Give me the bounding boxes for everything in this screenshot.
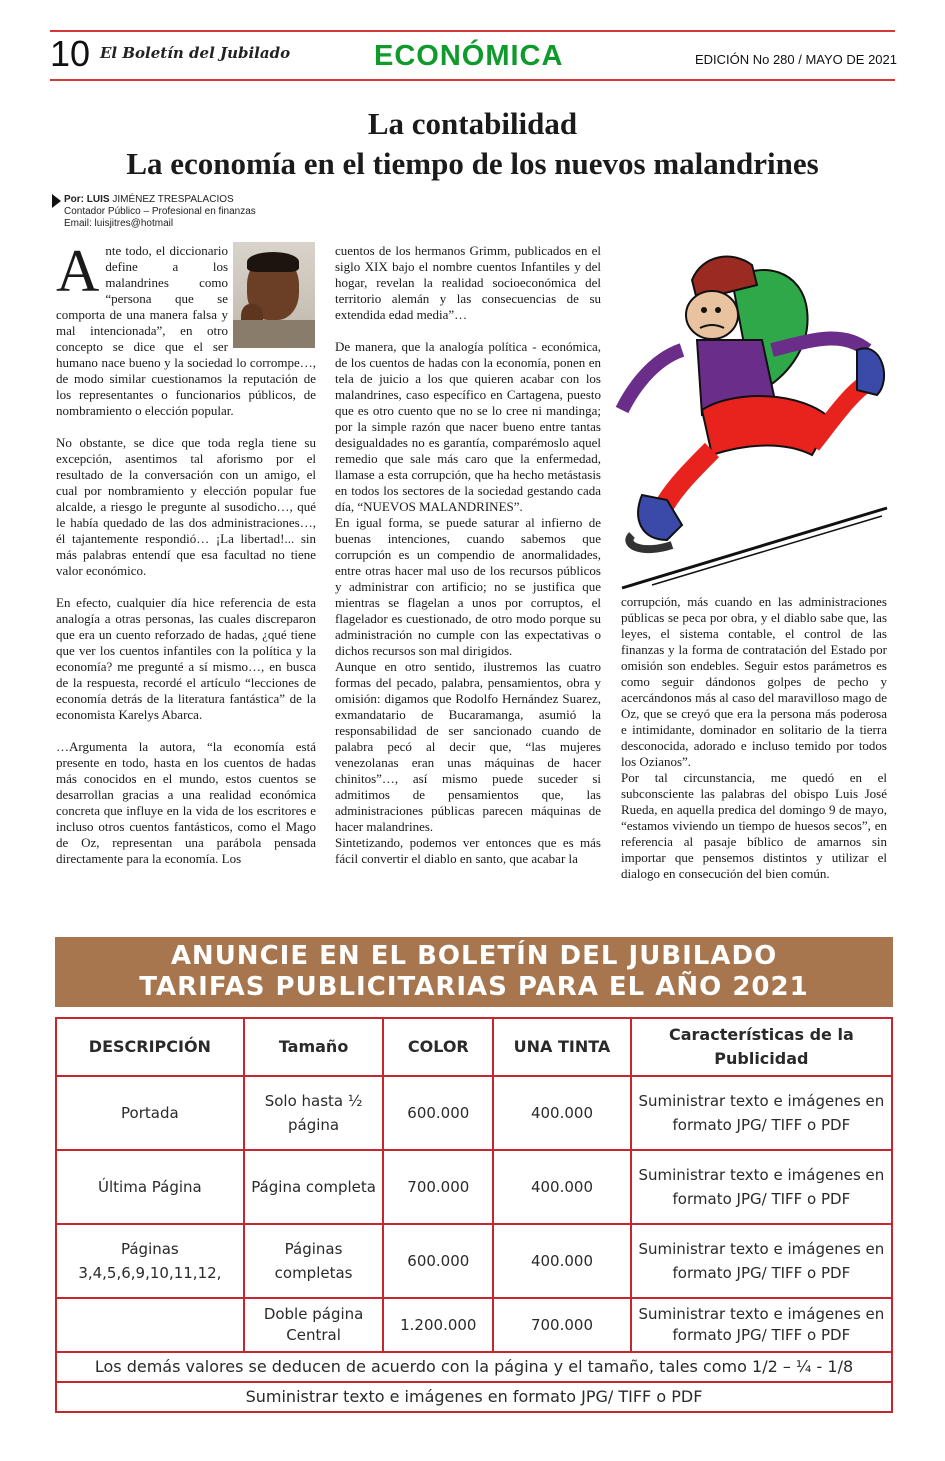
byline-author: JIMÉNEZ TRESPALACIOS xyxy=(109,194,234,205)
ad-banner-line-2: TARIFAS PUBLICITARIAS PARA EL AÑO 2021 xyxy=(139,972,809,1002)
cell-features: Suministrar texto e imágenes en formato JPG/ TIFF o PDF xyxy=(631,1298,892,1352)
ad-rates-table xyxy=(55,1017,893,1413)
publication-name: El Boletín del Jubilado xyxy=(100,44,291,62)
column-header: Características de la Publicidad xyxy=(631,1018,892,1076)
cell-size: Páginas completas xyxy=(244,1224,384,1298)
paragraph: No obstante, se dice que toda regla tiene su excepción, asentimos tal aforismo por el resultado de la conversación con un amigo, el cual por nombramiento y elección popular fue alcalde, a riesgo le pregunte al susodicho…, qué le había quedado de las dos administraciones…, él tajantemente respondió… ¡La libertad!... sin más palabras entendí que esa facultad no tiene valor económico. xyxy=(56,435,316,578)
article-column-3 xyxy=(621,594,887,882)
table-row xyxy=(56,1150,892,1224)
drop-cap: A xyxy=(56,238,100,304)
paragraph: En efecto, cualquier día hice referencia de esta analogía a otras personas, las cuales discreparon que era un cuento reforzado de hadas, ¿qué tiene que ver los cuentos infantiles con la política y la economía? me pregunté a sí mismo…, en busca de la respuesta, recordé el artículo “lecciones de economía detrás de la literatura fantástica” de la economista Karelys Abarca. xyxy=(56,595,316,722)
byline-email: Email: luisjitres@hotmail xyxy=(64,218,174,229)
cell-color-price: 1.200.000 xyxy=(383,1298,493,1352)
cell-color-price: 700.000 xyxy=(383,1150,493,1224)
ad-banner-line-1: ANUNCIE EN EL BOLETÍN DEL JUBILADO xyxy=(170,941,778,971)
paragraph: En igual forma, se puede saturar al infierno de buenas intenciones, cuando sabemos que corrupción es un compendio de anormalidades, entre otras hacer mal uso de los recursos públicos y administrar con artificio; no se justifica que mientras se flagelan a unos por corruptos, el flagelador es cuestionado, de otro modo porque su administración no cumple con las expectativas o dichos recursos son mal dirigidos. xyxy=(335,515,601,658)
cell-one-ink-price: 400.000 xyxy=(493,1076,631,1150)
byline-arrow-icon xyxy=(52,194,61,208)
cell-one-ink-price: 400.000 xyxy=(493,1224,631,1298)
article-column-1 xyxy=(56,238,316,867)
cell-size: Doble página Central xyxy=(244,1298,384,1352)
cell-size: Página completa xyxy=(244,1150,384,1224)
byline xyxy=(52,194,256,230)
malandrin-cartoon-illustration xyxy=(612,240,892,590)
table-note-row xyxy=(56,1382,892,1412)
table-row xyxy=(56,1224,892,1298)
paragraph: Aunque en otro sentido, ilustremos las cuatro formas del pecado, palabra, pensamientos, obra y omisión: digamos que Rodolfo Hernández Suarez, exmandatario de Bucaramanga, asumió la responsabilidad de ser sancionado cuando de palabra pecó al decir que, “las mujeres venezolanas eran unas máquinas de hacer chinitos”…, así mismo puede suceder si admitimos de pensamientos que, las administraciones públicas parecen máquinas de hacer malandrines. xyxy=(335,659,601,834)
cell-description xyxy=(56,1298,244,1352)
cell-one-ink-price: 700.000 xyxy=(493,1298,631,1352)
column-header: DESCRIPCIÓN xyxy=(56,1018,244,1076)
paragraph: corrupción, más cuando en las administraciones públicas se peca por obra, y el diablo sabe que, las leyes, el sistema contable, el control de las finanzas y la forma de contratación del Estado por omisión son endebles. Seguir estos parámetros es como seguir dándonos golpes de pecho y acercándonos más al caso del maravilloso mago de Oz, que se creyó que era la persona más poderosa e intimidante, dominador en solitario de la tierra desconocida, adorado e incluso temido por todos los Ozianos”. xyxy=(621,594,887,769)
article-kicker: La contabilidad xyxy=(367,106,578,141)
ad-banner xyxy=(55,937,893,1007)
cell-description: Última Página xyxy=(56,1150,244,1224)
cell-description: Portada xyxy=(56,1076,244,1150)
table-note-row xyxy=(56,1352,892,1382)
header-rule xyxy=(50,79,895,81)
top-rule xyxy=(50,30,895,32)
cell-description: Páginas 3,4,5,6,9,10,11,12, xyxy=(56,1224,244,1298)
paragraph: nte todo, el diccionario define a los malandrines como “persona que se comporta de una manera falsa y mal intencionada”, en otro concepto se dice que el ser humano nace bueno y la sociedad lo corrompe…, de modo similar cuestionamos la reputación de los representantes o funcionarios públicos, de nombramiento o elección popular. xyxy=(56,243,316,418)
column-header: UNA TINTA xyxy=(493,1018,631,1076)
cell-color-price: 600.000 xyxy=(383,1224,493,1298)
byline-prefix: Por: LUIS xyxy=(64,194,110,205)
article-title: La economía en el tiempo de los nuevos malandrines xyxy=(126,146,819,181)
cell-features: Suministrar texto e imágenes en formato JPG/ TIFF o PDF xyxy=(631,1224,892,1298)
cell-size: Solo hasta ½ página xyxy=(244,1076,384,1150)
edition-label: EDICIÓN No 280 / MAYO DE 2021 xyxy=(694,52,897,67)
paragraph: De manera, que la analogía política - económica, de los cuentos de hadas con la economía, ponen en tela de juicio a los que quieren acabar con los malandrines, caso específico en Cartagena, puesto que es otro cuento que no se lo cree ni mandinga; por la simple razón que nacer bueno entre tantas desigualdades no es garantía, comparémoslo aquel remedio que sale más caro que la enfermedad, llamase a esta corrupción, que ha hecho metástasis en todos los sectores de la sociedad gestando cada día, “NUEVOS MALANDRINES”. xyxy=(335,339,601,514)
column-header: Tamaño xyxy=(244,1018,384,1076)
table-row xyxy=(56,1298,892,1352)
column-header: COLOR xyxy=(383,1018,493,1076)
paragraph: Sintetizando, podemos ver entonces que es más fácil convertir el diablo en santo, que acabar la xyxy=(335,835,601,866)
table-row xyxy=(56,1076,892,1150)
table-header-row xyxy=(56,1018,892,1076)
paragraph: cuentos de los hermanos Grimm, publicados en el siglo XIX bajo el nombre cuentos Infantiles y del hogar, revelan la realidad socioeconómica del territorio alemán y las consecuencias de su extendida edad media”… xyxy=(335,243,601,322)
pricing-note: Los demás valores se deducen de acuerdo con la página y el tamaño, tales como 1/2 – ¼ - 1/8 xyxy=(56,1352,892,1382)
paragraph: Por tal circunstancia, me quedó en el subconsciente las palabras del obispo Luis José Rueda, en aquella predica del domingo 9 de mayo, “estamos viviendo un tiempo de huesos secos”, en referencia al pasaje bíblico de amarnos sin importar que pensemos distintos y utilizar el dialogo en consecución del bien común. xyxy=(621,770,887,881)
cell-one-ink-price: 400.000 xyxy=(493,1150,631,1224)
byline-role: Contador Público – Profesional en finanzas xyxy=(64,206,256,217)
paragraph: …Argumenta la autora, “la economía está presente en todo, hasta en los cuentos de hadas más conocidos en el mundo, estos cuentos se desarrollan gracias a una realidad económica concreta que influye en la vida de los escritores e incluso otros cuentos fantásticos, como el Mago de Oz, representan una parábola pensada directamente para la economía. Los xyxy=(56,739,316,866)
section-title: ECONÓMICA xyxy=(374,40,564,72)
format-note: Suministrar texto e imágenes en formato JPG/ TIFF o PDF xyxy=(56,1382,892,1412)
cell-color-price: 600.000 xyxy=(383,1076,493,1150)
page-number: 10 xyxy=(50,33,91,74)
article-column-2 xyxy=(335,243,601,867)
cell-features: Suministrar texto e imágenes en formato JPG/ TIFF o PDF xyxy=(631,1076,892,1150)
cell-features: Suministrar texto e imágenes en formato JPG/ TIFF o PDF xyxy=(631,1150,892,1224)
page-header xyxy=(50,34,897,74)
